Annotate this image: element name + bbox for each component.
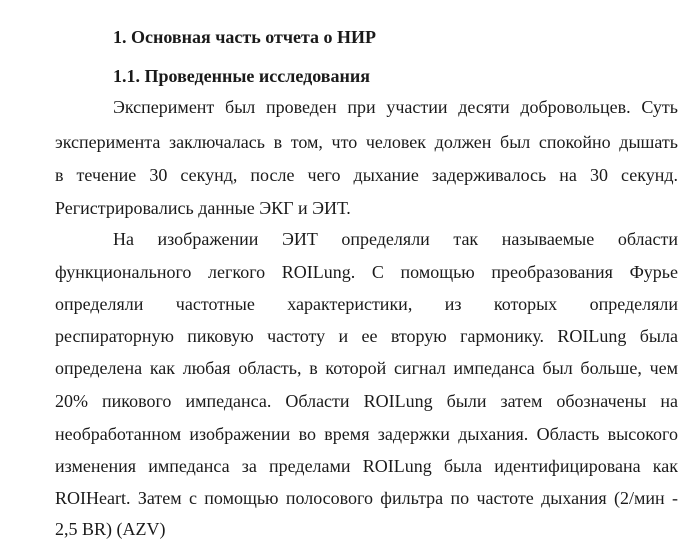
paragraph-line: Эксперимент был проведен при участии десяти добровольцев. Суть: [113, 97, 678, 117]
paragraph-line: функционального легкого ROILung. С помощью преобразования Фурье: [55, 262, 678, 282]
paragraph-line: ROIHeart. Затем с помощью полосового фильтра по частоте дыхания (2/мин -: [55, 488, 678, 508]
paragraph-line: Регистрировались данные ЭКГ и ЭИТ.: [55, 198, 351, 218]
paragraph-line: изменения импеданса за пределами ROILung была идентифицирована как: [55, 456, 678, 476]
paragraph-line: 2,5 BR) (AZV): [55, 519, 166, 539]
paragraph-line: 20% пикового импеданса. Области ROILung были затем обозначены на: [55, 391, 678, 411]
paragraph-line: необработанном изображении во время задержки дыхания. Область высокого: [55, 424, 678, 444]
paragraph-line: определена как любая область, в которой сигнал импеданса был больше, чем: [55, 358, 678, 378]
paragraph-line: эксперимента заключалась в том, что человек должен был спокойно дышать: [55, 132, 678, 152]
subsection-title: 1.1. Проведенные исследования: [113, 66, 370, 86]
paragraph-line: определяли частотные характеристики, из которых определяли: [55, 294, 678, 314]
section-title: 1. Основная часть отчета о НИР: [113, 27, 377, 47]
paragraph-line: На изображении ЭИТ определяли так называемые области: [113, 229, 678, 249]
paragraph-line: респираторную пиковую частоту и ее вторую гармонику. ROILung была: [55, 326, 678, 346]
paragraph-line: в течение 30 секунд, после чего дыхание задерживалось на 30 секунд.: [55, 165, 678, 185]
